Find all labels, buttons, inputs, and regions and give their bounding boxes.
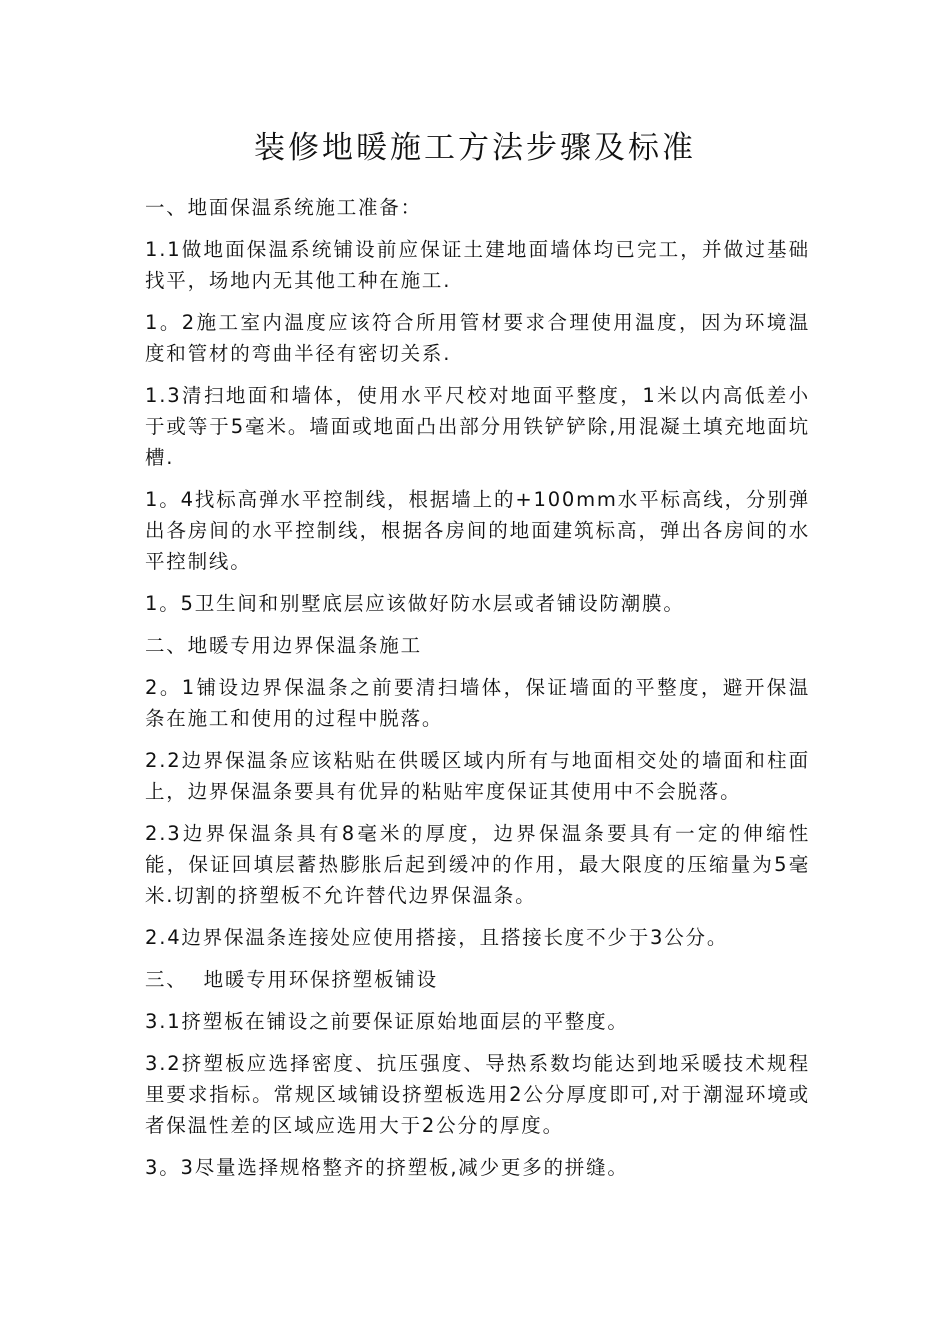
- paragraph-1-4: 1。4找标高弹水平控制线，根据墙上的+100mm水平标高线，分别弹出各房间的水平控制线，根据各房间的地面建筑标高，弹出各房间的水平控制线。: [145, 488, 810, 573]
- paragraph-3-1: 3.1挤塑板在铺设之前要保证原始地面层的平整度。: [145, 1010, 629, 1033]
- paragraph-2-2: 2.2边界保温条应该粘贴在供暖区域内所有与地面相交处的墙面和柱面上，边界保温条要具有优异的粘贴牢度保证其使用中不会脱落。: [145, 749, 810, 803]
- paragraph-2-1: 2。1铺设边界保温条之前要清扫墙体，保证墙面的平整度，避开保温条在施工和使用的过程中脱落。: [145, 676, 810, 730]
- paragraph-1-5: 1。5卫生间和别墅底层应该做好防水层或者铺设防潮膜。: [145, 592, 685, 615]
- paragraph-3-2: 3.2挤塑板应选择密度、抗压强度、导热系数均能达到地采暖技术规程里要求指标。常规区域铺设挤塑板选用2公分厚度即可,对于潮湿环境或者保温性差的区域应选用大于2公分的厚度。: [145, 1052, 810, 1137]
- paragraph-1-2: 1。2施工室内温度应该符合所用管材要求合理使用温度，因为环境温度和管材的弯曲半径有密切关系.: [145, 311, 810, 365]
- section-heading-3: 三、 地暖专用环保挤塑板铺设: [145, 968, 438, 991]
- paragraph-2-4: 2.4边界保温条连接处应使用搭接，且搭接长度不少于3公分。: [145, 926, 729, 949]
- paragraph-1-1: 1.1做地面保温系统铺设前应保证土建地面墙体均已完工，并做过基础找平，场地内无其他工种在施工.: [145, 238, 810, 292]
- document-title: 装修地暖施工方法步骤及标准: [254, 130, 696, 166]
- paragraph-2-3: 2.3边界保温条具有8毫米的厚度，边界保温条要具有一定的伸缩性能，保证回填层蓄热膨胀后起到缓冲的作用，最大限度的压缩量为5毫米.切割的挤塑板不允许替代边界保温条。: [145, 822, 810, 907]
- paragraph-1-3: 1.3清扫地面和墙体，使用水平尺校对地面平整度，1米以内高低差小于或等于5毫米。墙面或地面凸出部分用铁铲铲除,用混凝土填充地面坑槽.: [145, 384, 810, 469]
- section-heading-2: 二、地暖专用边界保温条施工: [145, 634, 422, 657]
- document-body: [145, 192, 810, 1194]
- section-heading-1: 一、地面保温系统施工准备：: [145, 196, 422, 219]
- paragraph-3-3: 3。3尽量选择规格整齐的挤塑板,减少更多的拼缝。: [145, 1156, 629, 1179]
